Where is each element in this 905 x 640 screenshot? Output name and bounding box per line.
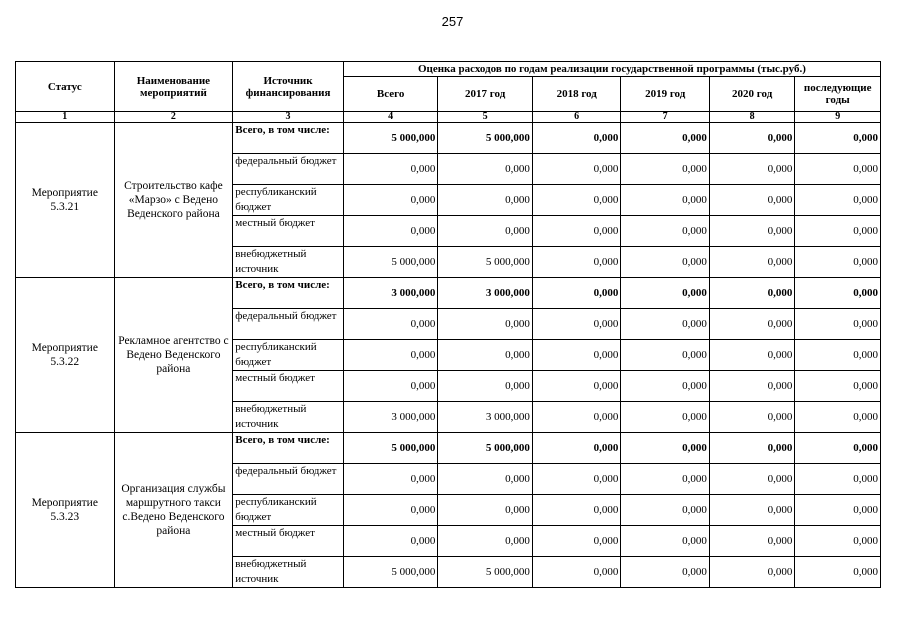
amount-cell: 0,000 [438,309,533,340]
funding-source-cell: местный бюджет [233,526,344,557]
amount-cell: 5 000,000 [343,433,438,464]
funding-source-cell: внебюджетный источник [233,402,344,433]
amount-cell: 0,000 [532,123,621,154]
funding-source-cell: республиканский бюджет [233,495,344,526]
amount-cell: 5 000,000 [343,123,438,154]
event-status-cell: Мероприятие 5.3.21 [16,123,115,278]
amount-cell: 0,000 [709,464,794,495]
amount-cell: 0,000 [709,185,794,216]
amount-cell: 0,000 [532,340,621,371]
amount-cell: 0,000 [621,278,710,309]
event-status-cell: Мероприятие 5.3.22 [16,278,115,433]
amount-cell: 0,000 [621,433,710,464]
funding-source-cell: местный бюджет [233,216,344,247]
header-year-total: Всего [343,77,438,112]
amount-cell: 0,000 [709,402,794,433]
amount-cell: 0,000 [621,464,710,495]
amount-cell: 0,000 [795,309,881,340]
amount-cell: 0,000 [532,278,621,309]
amount-cell: 0,000 [621,526,710,557]
amount-cell: 0,000 [709,278,794,309]
amount-cell: 0,000 [795,185,881,216]
column-number: 4 [343,112,438,123]
funding-source-cell: республиканский бюджет [233,340,344,371]
amount-cell: 0,000 [709,557,794,588]
amount-cell: 0,000 [532,216,621,247]
amount-cell: 0,000 [343,371,438,402]
amount-cell: 0,000 [343,309,438,340]
column-number: 6 [532,112,621,123]
amount-cell: 0,000 [621,495,710,526]
amount-cell: 0,000 [795,278,881,309]
amount-cell: 3 000,000 [343,402,438,433]
amount-cell: 0,000 [621,309,710,340]
amount-cell: 0,000 [343,526,438,557]
event-name-cell: Строительство кафе «Марзо» с Ведено Веденского района [114,123,233,278]
amount-cell: 0,000 [532,371,621,402]
amount-cell: 5 000,000 [343,557,438,588]
header-year-2017: 2017 год [438,77,533,112]
amount-cell: 0,000 [343,216,438,247]
event-name-cell: Рекламное агентство с Ведено Веденского района [114,278,233,433]
amount-cell: 0,000 [709,371,794,402]
event-name-cell: Организация службы маршрутного такси с.Ведено Веденского района [114,433,233,588]
table-row [16,433,881,464]
amount-cell: 0,000 [709,526,794,557]
column-number: 3 [233,112,344,123]
amount-cell: 0,000 [532,247,621,278]
amount-cell: 0,000 [621,123,710,154]
amount-cell: 5 000,000 [438,433,533,464]
amount-cell: 0,000 [343,464,438,495]
header-year-2020: 2020 год [709,77,794,112]
funding-source-cell: Всего, в том числе: [233,433,344,464]
amount-cell: 0,000 [709,340,794,371]
table-header [16,62,881,123]
amount-cell: 0,000 [709,309,794,340]
amount-cell: 0,000 [343,154,438,185]
amount-cell: 0,000 [343,340,438,371]
amount-cell: 0,000 [795,526,881,557]
header-year-2019: 2019 год [621,77,710,112]
column-number: 8 [709,112,794,123]
budget-table [15,61,881,588]
funding-source-cell: федеральный бюджет [233,154,344,185]
column-number: 7 [621,112,710,123]
header-name: Наименование мероприятий [114,62,233,112]
amount-cell: 0,000 [438,371,533,402]
amount-cell: 0,000 [795,464,881,495]
amount-cell: 0,000 [343,495,438,526]
amount-cell: 5 000,000 [438,123,533,154]
header-status: Статус [16,62,115,112]
header-expense-group: Оценка расходов по годам реализации государственной программы (тыс.руб.) [343,62,880,77]
amount-cell: 0,000 [343,185,438,216]
amount-cell: 0,000 [709,154,794,185]
amount-cell: 0,000 [795,216,881,247]
amount-cell: 0,000 [532,309,621,340]
amount-cell: 0,000 [795,433,881,464]
amount-cell: 0,000 [532,185,621,216]
funding-source-cell: местный бюджет [233,371,344,402]
amount-cell: 0,000 [709,247,794,278]
amount-cell: 0,000 [709,216,794,247]
amount-cell: 0,000 [532,464,621,495]
amount-cell: 0,000 [795,123,881,154]
amount-cell: 0,000 [532,557,621,588]
funding-source-cell: федеральный бюджет [233,464,344,495]
amount-cell: 0,000 [795,402,881,433]
amount-cell: 0,000 [795,154,881,185]
amount-cell: 3 000,000 [343,278,438,309]
funding-source-cell: федеральный бюджет [233,309,344,340]
amount-cell: 0,000 [709,495,794,526]
amount-cell: 0,000 [532,402,621,433]
amount-cell: 0,000 [438,495,533,526]
amount-cell: 0,000 [532,433,621,464]
amount-cell: 0,000 [621,216,710,247]
amount-cell: 0,000 [795,557,881,588]
amount-cell: 0,000 [621,340,710,371]
funding-source-cell: Всего, в том числе: [233,278,344,309]
amount-cell: 0,000 [532,526,621,557]
funding-source-cell: внебюджетный источник [233,557,344,588]
amount-cell: 0,000 [438,185,533,216]
amount-cell: 0,000 [621,154,710,185]
header-year-2018: 2018 год [532,77,621,112]
amount-cell: 5 000,000 [438,247,533,278]
amount-cell: 3 000,000 [438,278,533,309]
table-row [16,123,881,154]
amount-cell: 0,000 [532,154,621,185]
header-year-later: последующие годы [795,77,881,112]
amount-cell: 0,000 [709,123,794,154]
amount-cell: 0,000 [795,371,881,402]
table-row [16,278,881,309]
amount-cell: 0,000 [709,433,794,464]
column-number: 9 [795,112,881,123]
column-number: 1 [16,112,115,123]
amount-cell: 3 000,000 [438,402,533,433]
amount-cell: 0,000 [438,340,533,371]
amount-cell: 0,000 [438,526,533,557]
amount-cell: 0,000 [438,464,533,495]
page-number: 257 [441,14,464,29]
amount-cell: 0,000 [795,495,881,526]
amount-cell: 0,000 [621,371,710,402]
amount-cell: 0,000 [438,216,533,247]
column-number: 5 [438,112,533,123]
amount-cell: 5 000,000 [438,557,533,588]
amount-cell: 0,000 [621,402,710,433]
amount-cell: 0,000 [438,154,533,185]
column-number: 2 [114,112,233,123]
funding-source-cell: внебюджетный источник [233,247,344,278]
amount-cell: 0,000 [795,247,881,278]
table-body [16,123,881,588]
amount-cell: 0,000 [621,185,710,216]
amount-cell: 0,000 [621,247,710,278]
amount-cell: 5 000,000 [343,247,438,278]
amount-cell: 0,000 [795,340,881,371]
amount-cell: 0,000 [621,557,710,588]
event-status-cell: Мероприятие 5.3.23 [16,433,115,588]
funding-source-cell: республиканский бюджет [233,185,344,216]
amount-cell: 0,000 [532,495,621,526]
funding-source-cell: Всего, в том числе: [233,123,344,154]
header-source: Источник финансирования [233,62,344,112]
